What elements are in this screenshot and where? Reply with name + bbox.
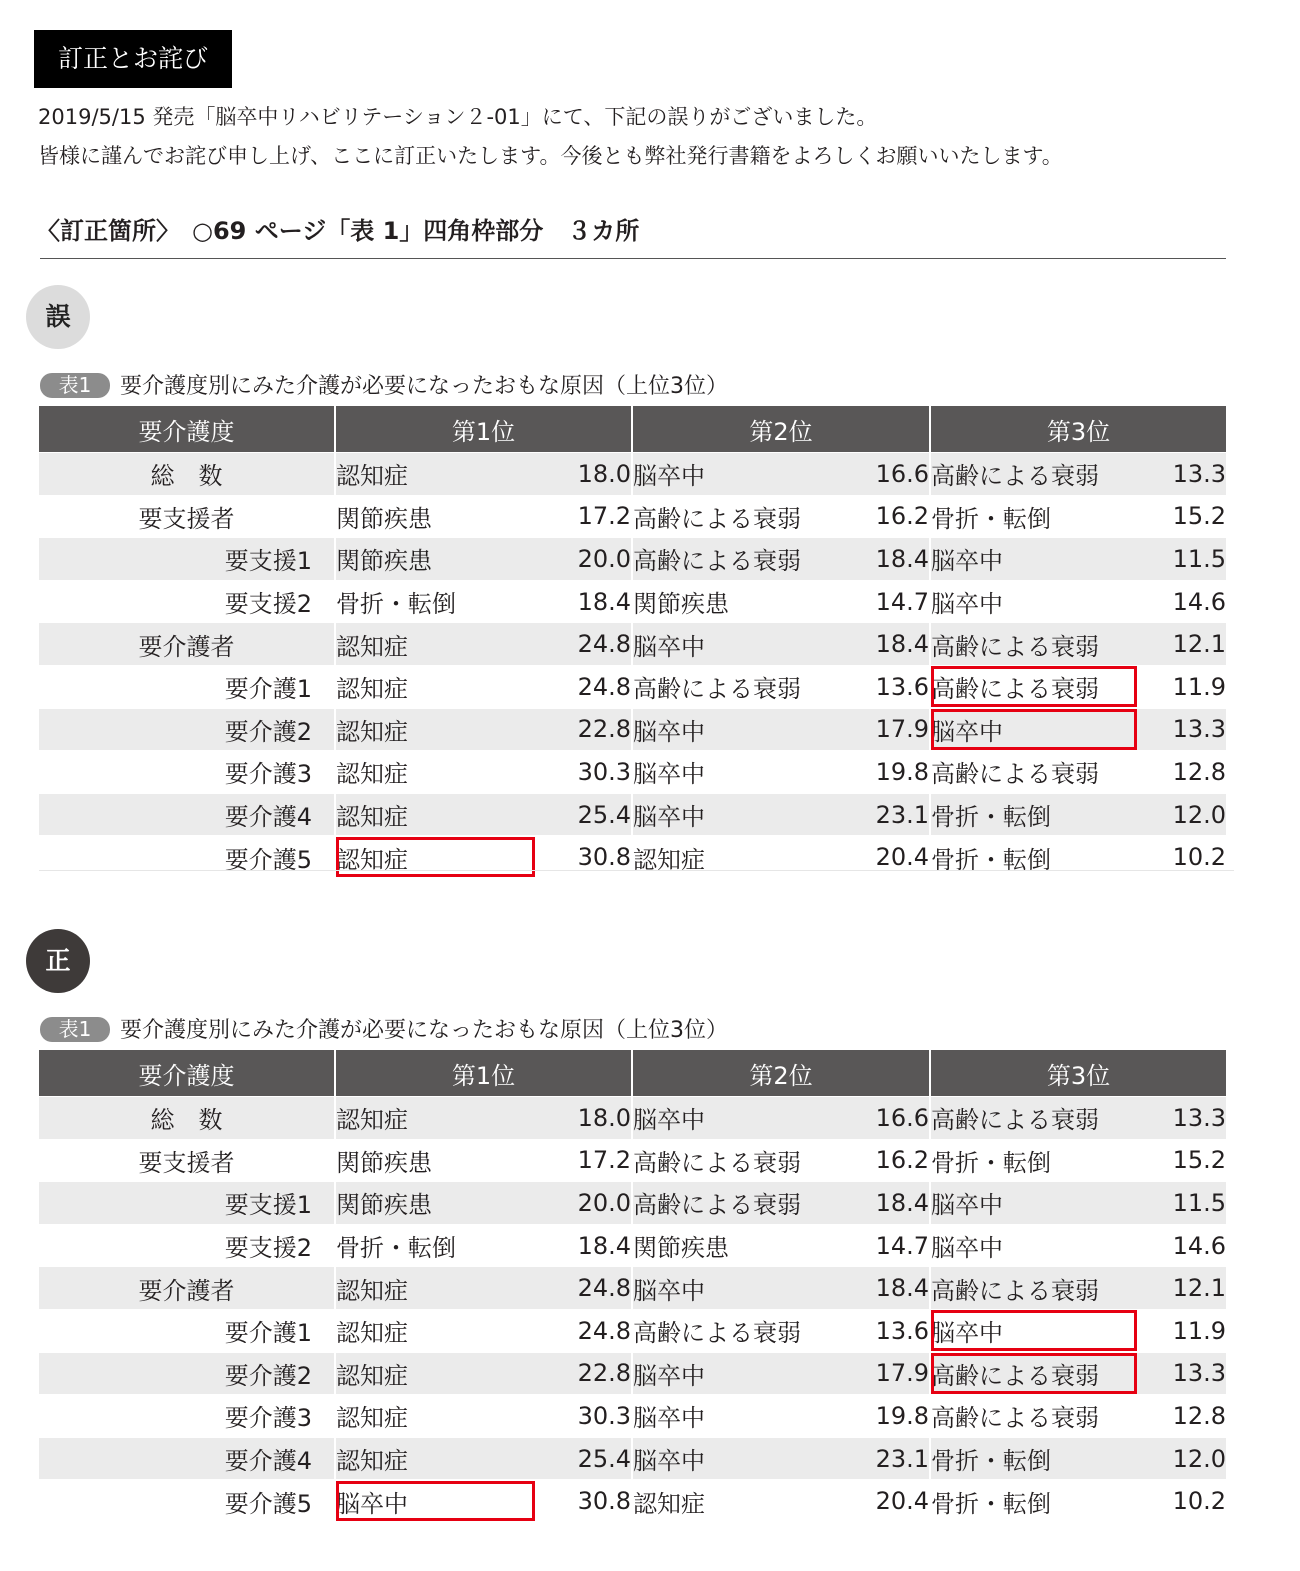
- rank3-cause: 高齢による衰弱: [930, 751, 1138, 794]
- table-row: [39, 453, 1226, 496]
- rank3-cause: 脳卒中: [930, 538, 1138, 581]
- rank1-cause: 認知症: [335, 1437, 536, 1480]
- intro-line-1: 2019/5/15 発売「脳卒中リハビリテーション２-01」にて、下記の誤りがございました。: [38, 105, 878, 129]
- level-cell: 要支援2: [39, 1224, 335, 1267]
- rank1-cause: 認知症: [335, 793, 536, 836]
- rank1-cause: 認知症: [335, 453, 536, 496]
- rank2-value: 16.2: [834, 1139, 930, 1182]
- rank2-value: 18.4: [834, 1182, 930, 1225]
- rank2-value: 20.4: [834, 836, 930, 878]
- rank1-value: 17.2: [536, 495, 632, 538]
- rank1-value: 22.8: [536, 1352, 632, 1395]
- rank2-value: 17.9: [834, 1352, 930, 1395]
- col-header-rank1: 第1位: [335, 1050, 632, 1097]
- rank2-cause: 脳卒中: [632, 1097, 834, 1140]
- rank3-cause: 高齢による衰弱: [930, 1395, 1138, 1438]
- table-row: [39, 1182, 1226, 1225]
- table-row: [39, 793, 1226, 836]
- rank3-cause: 骨折・転倒: [930, 1480, 1138, 1522]
- rank1-value: 30.3: [536, 1395, 632, 1438]
- table-header-row: [39, 406, 1226, 453]
- table-row: [39, 1139, 1226, 1182]
- rank2-value: 16.6: [834, 453, 930, 496]
- table-row: [39, 580, 1226, 623]
- wrong-table: [39, 406, 1226, 878]
- rank3-value: 11.5: [1138, 1182, 1226, 1225]
- rank1-cause: 関節疾患: [335, 495, 536, 538]
- level-cell: 要介護者: [39, 1267, 335, 1310]
- table-caption-correct: [40, 1013, 728, 1044]
- level-cell: 要支援2: [39, 580, 335, 623]
- rank1-value: 24.8: [536, 1267, 632, 1310]
- col-header-rank2: 第2位: [632, 406, 930, 453]
- rank1-cause: 認知症: [335, 1097, 536, 1140]
- rank3-cause: 高齢による衰弱: [930, 1097, 1138, 1140]
- rank1-value: 30.8: [536, 1480, 632, 1522]
- table-bottom-rule: [39, 870, 1234, 871]
- rank1-cause: 骨折・転倒: [335, 1224, 536, 1267]
- rank2-cause: 高齢による衰弱: [632, 1182, 834, 1225]
- col-header-rank3: 第3位: [930, 406, 1226, 453]
- rank2-cause: 脳卒中: [632, 1352, 834, 1395]
- rank3-cause: 脳卒中: [930, 708, 1138, 751]
- rank2-value: 13.6: [834, 665, 930, 708]
- rank1-value: 30.8: [536, 836, 632, 878]
- rank1-value: 18.0: [536, 453, 632, 496]
- rank2-value: 16.2: [834, 495, 930, 538]
- rank2-cause: 認知症: [632, 836, 834, 878]
- rank1-cause: 認知症: [335, 665, 536, 708]
- rank3-cause: 脳卒中: [930, 1182, 1138, 1225]
- rank3-value: 13.3: [1138, 1352, 1226, 1395]
- table-header-row: [39, 1050, 1226, 1097]
- col-header-rank2: 第2位: [632, 1050, 930, 1097]
- rank2-value: 14.7: [834, 1224, 930, 1267]
- level-cell: 要介護3: [39, 751, 335, 794]
- table-row: [39, 1480, 1226, 1522]
- rank1-cause: 認知症: [335, 1352, 536, 1395]
- rank3-cause: 骨折・転倒: [930, 793, 1138, 836]
- rank3-value: 12.1: [1138, 1267, 1226, 1310]
- table-row: [39, 623, 1226, 666]
- rank1-value: 20.0: [536, 1182, 632, 1225]
- rank1-cause: 認知症: [335, 751, 536, 794]
- rank1-value: 25.4: [536, 793, 632, 836]
- rank3-value: 11.5: [1138, 538, 1226, 581]
- divider: [40, 258, 1226, 259]
- rank1-value: 22.8: [536, 708, 632, 751]
- col-header-rank1: 第1位: [335, 406, 632, 453]
- rank2-cause: 高齢による衰弱: [632, 665, 834, 708]
- level-cell: 要介護2: [39, 708, 335, 751]
- rank2-cause: 脳卒中: [632, 708, 834, 751]
- correct-table: [39, 1050, 1226, 1522]
- rank2-cause: 高齢による衰弱: [632, 1309, 834, 1352]
- rank3-cause: 骨折・転倒: [930, 1139, 1138, 1182]
- rank2-cause: 高齢による衰弱: [632, 495, 834, 538]
- rank1-cause: 認知症: [335, 836, 536, 878]
- rank2-value: 18.4: [834, 1267, 930, 1310]
- rank3-cause: 骨折・転倒: [930, 495, 1138, 538]
- table-row: [39, 1352, 1226, 1395]
- rank1-cause: 認知症: [335, 708, 536, 751]
- rank2-cause: 高齢による衰弱: [632, 1139, 834, 1182]
- rank2-cause: 脳卒中: [632, 1437, 834, 1480]
- level-cell: 要支援1: [39, 1182, 335, 1225]
- table-row: [39, 665, 1226, 708]
- table-tag: 表1: [40, 1017, 110, 1042]
- rank2-value: 18.4: [834, 538, 930, 581]
- level-cell: 要介護1: [39, 1309, 335, 1352]
- rank2-cause: 高齢による衰弱: [632, 538, 834, 581]
- rank1-cause: 骨折・転倒: [335, 580, 536, 623]
- level-cell: 要介護者: [39, 623, 335, 666]
- rank1-value: 24.8: [536, 623, 632, 666]
- rank2-cause: 脳卒中: [632, 751, 834, 794]
- table-row: [39, 1097, 1226, 1140]
- rank2-cause: 脳卒中: [632, 1267, 834, 1310]
- rank1-value: 30.3: [536, 751, 632, 794]
- rank2-value: 13.6: [834, 1309, 930, 1352]
- rank3-value: 13.3: [1138, 453, 1226, 496]
- level-cell: 要支援1: [39, 538, 335, 581]
- rank2-value: 16.6: [834, 1097, 930, 1140]
- rank3-value: 14.6: [1138, 580, 1226, 623]
- rank3-value: 12.0: [1138, 1437, 1226, 1480]
- wrong-badge: 誤: [26, 285, 90, 349]
- rank3-value: 12.8: [1138, 751, 1226, 794]
- rank1-value: 24.8: [536, 665, 632, 708]
- level-cell: 要介護2: [39, 1352, 335, 1395]
- rank3-cause: 骨折・転倒: [930, 836, 1138, 878]
- table-caption-text: 要介護度別にみた介護が必要になったおもな原因（上位3位）: [120, 374, 728, 399]
- rank2-cause: 認知症: [632, 1480, 834, 1522]
- rank2-cause: 脳卒中: [632, 1395, 834, 1438]
- correction-location: 〈訂正箇所〉 ○69 ページ「表 1」四角枠部分 ３カ所: [36, 217, 640, 245]
- table-caption-text: 要介護度別にみた介護が必要になったおもな原因（上位3位）: [120, 1018, 728, 1043]
- level-cell: 総 数: [39, 453, 335, 496]
- table-row: [39, 751, 1226, 794]
- rank1-cause: 認知症: [335, 1309, 536, 1352]
- rank3-cause: 脳卒中: [930, 1309, 1138, 1352]
- table-row: [39, 538, 1226, 581]
- col-header-level: 要介護度: [39, 406, 335, 453]
- intro-line-2: 皆様に謹んでお詫び申し上げ、ここに訂正いたします。今後とも弊社発行書籍をよろしくお願いいたします。: [38, 144, 1063, 168]
- correct-badge: 正: [26, 929, 90, 993]
- rank3-value: 13.3: [1138, 708, 1226, 751]
- rank1-value: 18.4: [536, 1224, 632, 1267]
- rank3-value: 10.2: [1138, 836, 1226, 878]
- rank2-cause: 関節疾患: [632, 1224, 834, 1267]
- rank3-cause: 高齢による衰弱: [930, 623, 1138, 666]
- rank1-cause: 認知症: [335, 1395, 536, 1438]
- col-header-level: 要介護度: [39, 1050, 335, 1097]
- rank1-cause: 認知症: [335, 1267, 536, 1310]
- rank1-value: 18.0: [536, 1097, 632, 1140]
- rank3-cause: 骨折・転倒: [930, 1437, 1138, 1480]
- rank3-value: 15.2: [1138, 495, 1226, 538]
- rank3-value: 12.8: [1138, 1395, 1226, 1438]
- level-cell: 要介護3: [39, 1395, 335, 1438]
- level-cell: 要介護5: [39, 836, 335, 878]
- rank1-value: 18.4: [536, 580, 632, 623]
- rank1-value: 17.2: [536, 1139, 632, 1182]
- rank2-value: 14.7: [834, 580, 930, 623]
- rank3-cause: 高齢による衰弱: [930, 1267, 1138, 1310]
- rank3-cause: 脳卒中: [930, 1224, 1138, 1267]
- col-header-rank3: 第3位: [930, 1050, 1226, 1097]
- rank2-value: 20.4: [834, 1480, 930, 1522]
- rank3-value: 14.6: [1138, 1224, 1226, 1267]
- rank3-cause: 高齢による衰弱: [930, 665, 1138, 708]
- rank1-cause: 関節疾患: [335, 1182, 536, 1225]
- level-cell: 総 数: [39, 1097, 335, 1140]
- rank3-cause: 脳卒中: [930, 580, 1138, 623]
- table-row: [39, 1309, 1226, 1352]
- table-row: [39, 495, 1226, 538]
- rank3-value: 11.9: [1138, 665, 1226, 708]
- rank2-cause: 関節疾患: [632, 580, 834, 623]
- table-row: [39, 1437, 1226, 1480]
- level-cell: 要介護4: [39, 1437, 335, 1480]
- level-cell: 要介護5: [39, 1480, 335, 1522]
- table-caption-wrong: [40, 369, 728, 400]
- rank3-value: 15.2: [1138, 1139, 1226, 1182]
- rank1-value: 25.4: [536, 1437, 632, 1480]
- table-row: [39, 1224, 1226, 1267]
- rank2-cause: 脳卒中: [632, 793, 834, 836]
- rank2-value: 19.8: [834, 751, 930, 794]
- rank3-value: 12.1: [1138, 623, 1226, 666]
- rank1-cause: 脳卒中: [335, 1480, 536, 1522]
- level-cell: 要介護4: [39, 793, 335, 836]
- rank2-value: 23.1: [834, 1437, 930, 1480]
- rank1-cause: 認知症: [335, 623, 536, 666]
- rank2-value: 23.1: [834, 793, 930, 836]
- rank1-cause: 関節疾患: [335, 538, 536, 581]
- level-cell: 要支援者: [39, 495, 335, 538]
- rank3-value: 13.3: [1138, 1097, 1226, 1140]
- rank1-value: 20.0: [536, 538, 632, 581]
- level-cell: 要介護1: [39, 665, 335, 708]
- rank3-value: 10.2: [1138, 1480, 1226, 1522]
- table-row: [39, 1267, 1226, 1310]
- rank2-value: 19.8: [834, 1395, 930, 1438]
- rank3-cause: 高齢による衰弱: [930, 453, 1138, 496]
- rank1-value: 24.8: [536, 1309, 632, 1352]
- page-title: 訂正とお詫び: [34, 30, 232, 88]
- table-row: [39, 1395, 1226, 1438]
- rank3-cause: 高齢による衰弱: [930, 1352, 1138, 1395]
- rank2-cause: 脳卒中: [632, 453, 834, 496]
- level-cell: 要支援者: [39, 1139, 335, 1182]
- table-row: [39, 836, 1226, 878]
- rank2-cause: 脳卒中: [632, 623, 834, 666]
- rank2-value: 17.9: [834, 708, 930, 751]
- table-row: [39, 708, 1226, 751]
- rank3-value: 11.9: [1138, 1309, 1226, 1352]
- rank3-value: 12.0: [1138, 793, 1226, 836]
- table-tag: 表1: [40, 373, 110, 398]
- rank1-cause: 関節疾患: [335, 1139, 536, 1182]
- rank2-value: 18.4: [834, 623, 930, 666]
